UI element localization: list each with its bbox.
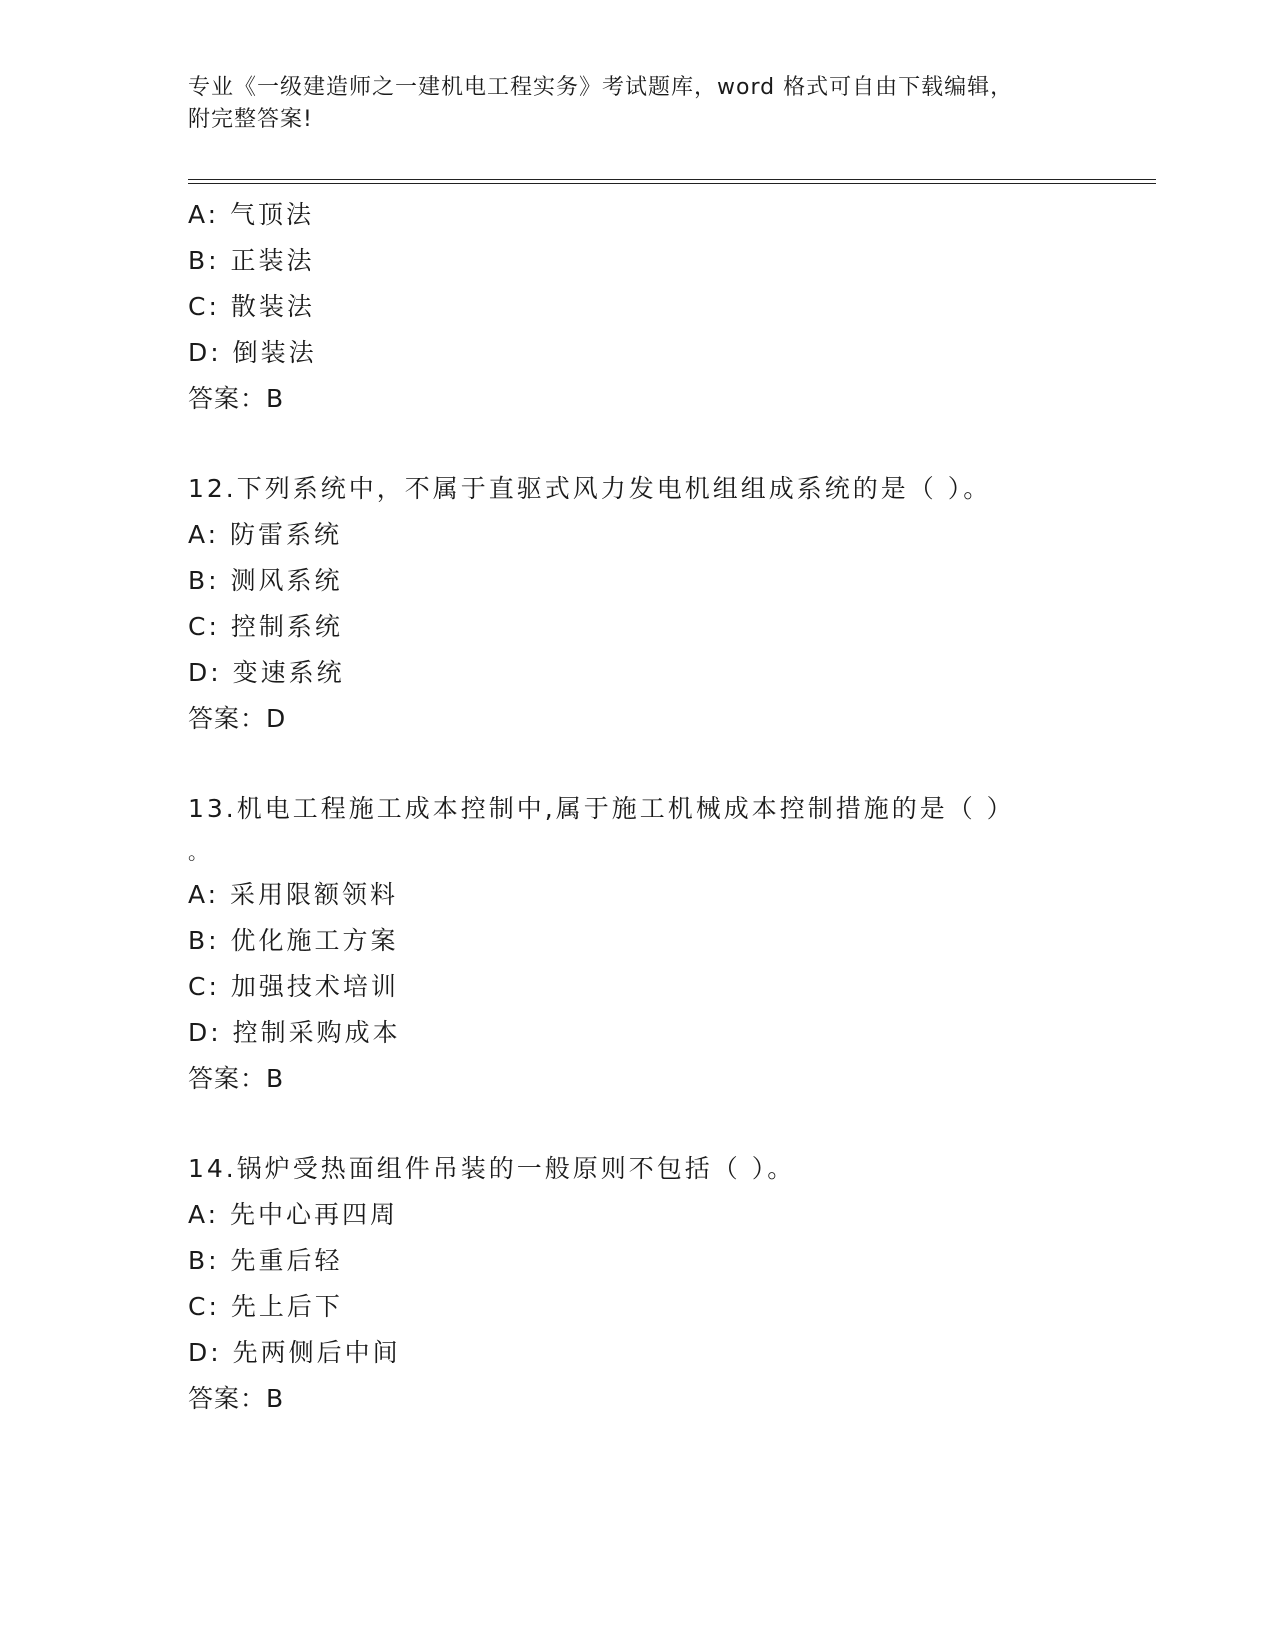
option-a: A: 气顶法 xyxy=(188,200,315,229)
option-d: D: 控制采购成本 xyxy=(188,1018,401,1047)
option-a: A: 先中心再四周 xyxy=(188,1200,399,1229)
option-b: B: 正装法 xyxy=(188,246,315,275)
question-13 xyxy=(188,786,1088,1102)
question-14 xyxy=(188,1146,1088,1422)
question-text: 12.下列系统中，不属于直驱式风力发电机组组成系统的是（ ）。 xyxy=(188,474,992,503)
option-a: A: 采用限额领料 xyxy=(188,880,399,909)
question-text: 13.机电工程施工成本控制中,属于施工机械成本控制措施的是（ ） xyxy=(188,794,1015,823)
option-d: D: 先两侧后中间 xyxy=(188,1338,401,1367)
header-rule-top xyxy=(188,179,1156,180)
answer: 答案：B xyxy=(188,1384,285,1413)
question-11 xyxy=(188,192,1088,422)
question-12 xyxy=(188,466,1088,742)
header-rule-bottom xyxy=(188,183,1156,184)
header-line-2: 附完整答案! xyxy=(188,107,313,132)
spacer xyxy=(188,742,1088,786)
option-b: B: 测风系统 xyxy=(188,566,343,595)
option-c: C: 加强技术培训 xyxy=(188,972,399,1001)
answer: 答案：B xyxy=(188,1064,285,1093)
spacer xyxy=(188,1102,1088,1146)
document-header xyxy=(188,72,1088,136)
header-line-1: 专业《一级建造师之一建机电工程实务》考试题库，word 格式可自由下载编辑， xyxy=(188,75,1014,100)
answer: 答案：D xyxy=(188,704,287,733)
option-b: B: 先重后轻 xyxy=(188,1246,343,1275)
option-d: D: 倒装法 xyxy=(188,338,317,367)
option-c: C: 控制系统 xyxy=(188,612,343,641)
option-d: D: 变速系统 xyxy=(188,658,345,687)
option-c: C: 散装法 xyxy=(188,292,315,321)
question-text: 14.锅炉受热面组件吊装的一般原则不包括（ ）。 xyxy=(188,1154,796,1183)
option-a: A: 防雷系统 xyxy=(188,520,343,549)
question-list xyxy=(188,192,1088,1422)
question-text-continued: 。 xyxy=(188,840,208,864)
option-c: C: 先上后下 xyxy=(188,1292,343,1321)
answer: 答案：B xyxy=(188,384,285,413)
spacer xyxy=(188,422,1088,466)
option-b: B: 优化施工方案 xyxy=(188,926,399,955)
